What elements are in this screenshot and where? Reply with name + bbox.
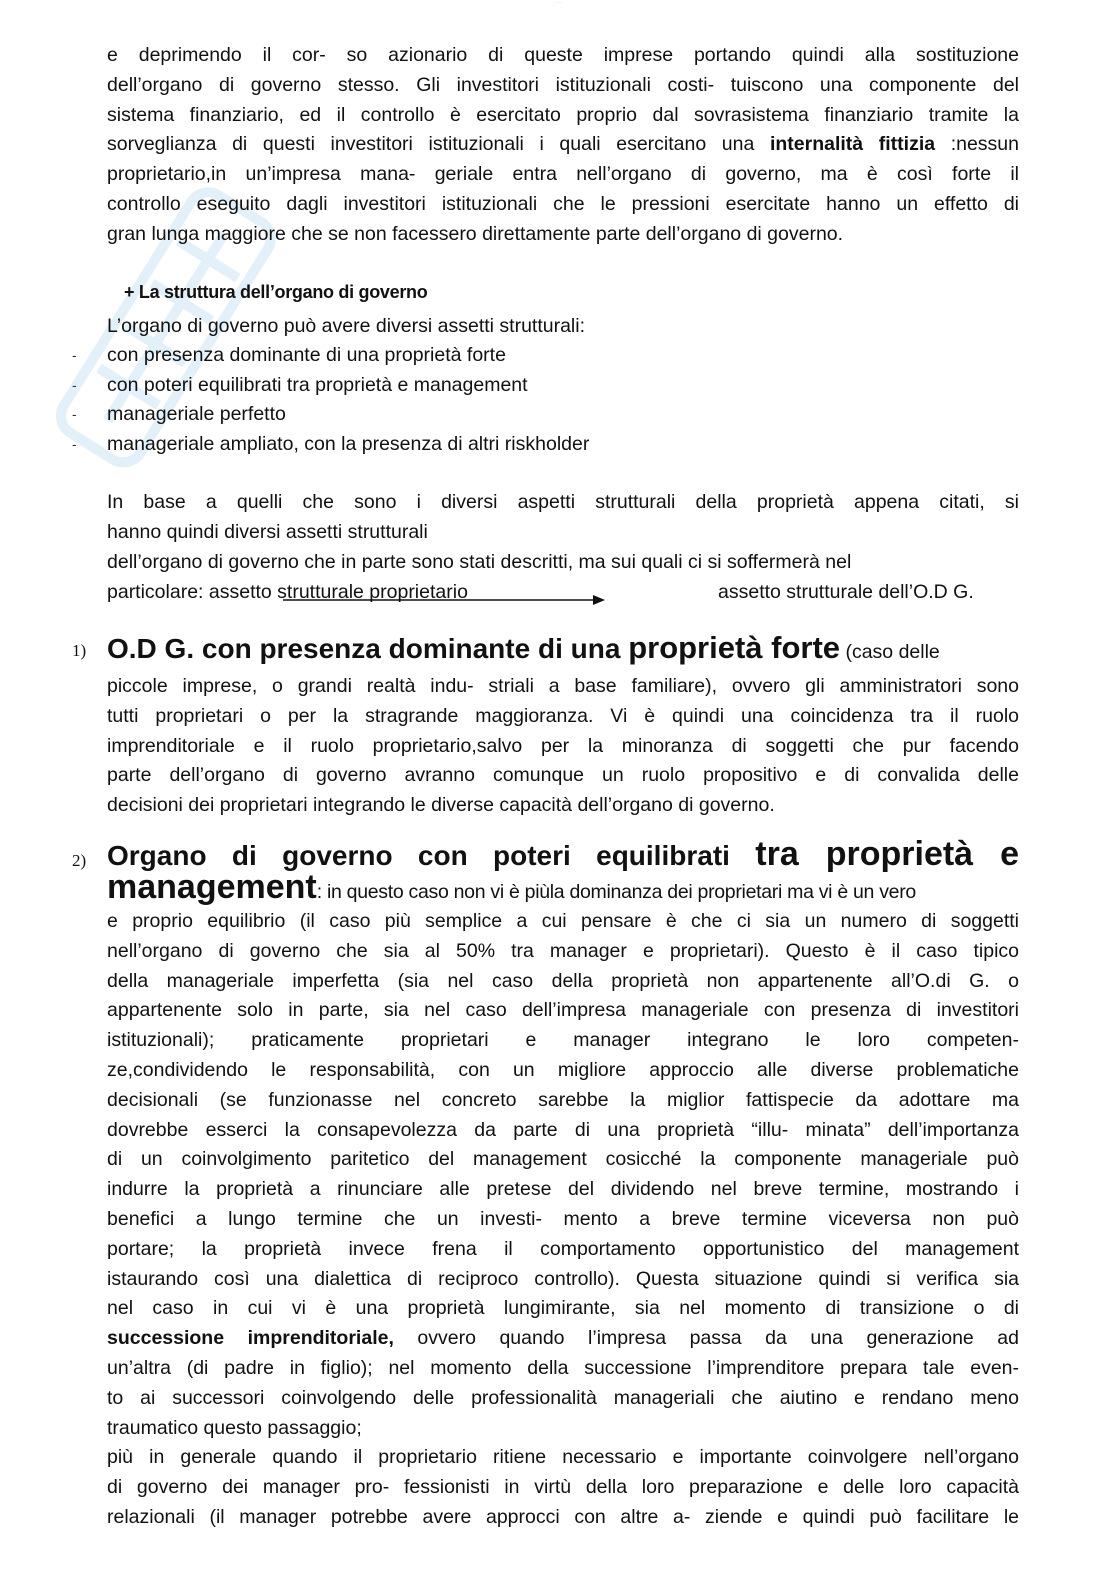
point-number: 1) — [72, 641, 87, 660]
paragraph-in-base — [107, 488, 1019, 577]
text-line: un’altra (di padre in figlio); nel momento della successione l’imprenditore prepara tale even- — [107, 1356, 1019, 1379]
assetto-arrow-row — [107, 577, 1019, 607]
text-line: dell’organo di governo stesso. Gli investitori istituzionali costi- tuiscono una componente del — [107, 73, 1019, 96]
list-item-text: manageriale perfetto — [107, 403, 286, 426]
text-line: proprietario,in un’impresa mana- geriale entra nell’organo di governo, ma è così forte il — [107, 163, 1019, 186]
title-part: tra proprietà e — [755, 835, 1019, 873]
text-line: tutti proprietari o per la stragrande maggioranza. Vi è quindi una coincidenza tra il ruolo — [107, 704, 1019, 727]
text-line: decisioni dei proprietari integrando le diverse capacità dell’organo di governo. — [107, 794, 775, 817]
bold-term-internalita: internalità fittizia — [769, 133, 936, 156]
list-item-text: con presenza dominante di una proprietà forte — [107, 344, 506, 366]
text-line: più in generale quando il proprietario ritiene necessario e importante coinvolgere nell’organo — [107, 1446, 1019, 1469]
assetto-right-label: assetto strutturale dell’O.D G. — [718, 581, 974, 603]
page-header-mark: ········ — [555, 0, 563, 4]
text-line: istaurando così una dialettica di reciproco controllo). Questa situazione quindi si verifica sia — [107, 1267, 1019, 1290]
text-line: appartenente solo in parte, sia nel caso dell’impresa manageriale con presenza di investitori — [107, 999, 1019, 1022]
point2-title-line1 — [107, 835, 1019, 873]
text-line: decisionali (se funzionasse nel concreto sarebbe la miglior fattispecie da adottare ma — [107, 1088, 1019, 1111]
text-line — [107, 130, 1019, 160]
title-part: : in questo caso non vi è piùla dominanza dei proprietari ma vi è un vero — [316, 881, 916, 903]
text-line: indurre la proprietà a rinunciare alle pretese del dividendo nel breve termine, mostrando i — [107, 1178, 1019, 1201]
point1-title — [107, 628, 1019, 672]
bold-term-successione: successione imprenditoriale, — [107, 1327, 394, 1350]
text-line: di governo dei manager pro- fessionisti in virtù della loro preparazione e delle loro capacità — [107, 1476, 1019, 1499]
text-line: sistema finanziario, ed il controllo è esercitato proprio dal sovrasistema finanziario tramite la — [107, 103, 1019, 126]
right-arrow-icon — [283, 593, 605, 607]
text-line: e deprimendo il cor- so azionario di queste imprese portando quindi alla sostituzione — [107, 44, 1019, 66]
text-line: to ai successori coinvolgendo delle professionalità manageriali che aiutino e rendano meno — [107, 1386, 1019, 1409]
text-span: ovvero quando l’impresa passa da una generazione ad — [393, 1327, 1019, 1350]
section-heading: + La struttura dell’organo di governo — [124, 282, 428, 302]
title-part: management — [107, 868, 317, 906]
bullet-dash: - — [72, 406, 77, 423]
text-line: istituzionali); praticamente proprietari e manager integrano le loro competen- — [107, 1029, 1019, 1052]
text-line: controllo eseguito dagli investitori istituzionali che le pressioni esercitate hanno un effetto di — [107, 192, 1019, 215]
assetto-left-label: particolare: assetto strutturale proprietario — [107, 581, 468, 603]
section-intro: L’organo di governo può avere diversi assetti strutturali: — [107, 315, 586, 337]
text-line: benefici a lungo termine che un investi- mento a breve termine viceversa non può — [107, 1207, 1019, 1230]
text-line: dovrebbe esserci la consapevolezza da parte di una proprietà “illu- minata” dell’importanza — [107, 1118, 1019, 1141]
point-number: 2) — [72, 851, 87, 870]
text-line: dell’organo di governo che in parte sono stati descritti, ma sui quali ci si soffermerà nel — [107, 550, 852, 573]
point2-title-line2 — [107, 868, 1019, 907]
title-part: proprietà forte — [628, 630, 841, 665]
list-item-text: manageriale ampliato, con la presenza di altri riskholder — [107, 432, 590, 455]
text-line: imprenditoriale e il ruolo proprietario,salvo per la minoranza di soggetti che pur facendo — [107, 734, 1019, 757]
bullet-dash: - — [72, 376, 77, 393]
text-line: e proprio equilibrio (il caso più semplice a cui pensare è che ci sia un numero di soggetti — [107, 910, 1019, 932]
text-line: hanno quindi diversi assetti strutturali — [107, 520, 428, 543]
title-part: O.D G. con presenza dominante di una — [107, 633, 629, 664]
text-line — [107, 1324, 1019, 1354]
title-part: Organo di governo con poteri equilibrati — [107, 840, 756, 871]
text-line: nell’organo di governo che sia al 50% tra manager e proprietari). Questo è il caso tipico — [107, 939, 1019, 962]
text-line: gran lunga maggiore che se non facessero direttamente parte dell’organo di governo. — [107, 222, 844, 245]
text-line: In base a quelli che sono i diversi aspetti strutturali della proprietà appena citati, si — [107, 491, 1019, 513]
text-line: traumatico questo passaggio; — [107, 1416, 362, 1439]
title-part: (caso delle — [840, 641, 940, 663]
text-span: :nessun — [935, 133, 1020, 156]
bullet-dash: - — [72, 435, 77, 452]
text-line: della manageriale imperfetta (sia nel caso della proprietà non appartenente all’O.di G. o — [107, 969, 1019, 992]
list-item-text: con poteri equilibrati tra proprietà e management — [107, 373, 528, 396]
text-line: piccole imprese, o grandi realtà indu- striali a base familiare), ovvero gli amministratori sono — [107, 675, 1019, 697]
text-line: ze,condividendo le responsabilità, con un migliore approccio alle diverse problematiche — [107, 1058, 1019, 1081]
text-span: sorveglianza di questi investitori istituzionali i quali esercitano una — [107, 133, 770, 156]
text-line: nel caso in cui vi è una proprietà lungimirante, sia nel momento di transizione o di — [107, 1297, 1019, 1320]
paragraph-investors — [107, 41, 1019, 250]
point1-block — [107, 628, 1019, 821]
text-line: portare; la proprietà invece frena il comportamento opportunistico del management — [107, 1237, 1019, 1260]
point2-block — [107, 835, 1019, 1533]
bullet-dash: - — [72, 347, 77, 363]
text-line: di un coinvolgimento paritetico del management cosicché la componente manageriale può — [107, 1148, 1019, 1171]
text-line: relazionali (il manager potrebbe avere approcci con altre a- ziende e quindi può facilitare le — [107, 1505, 1019, 1528]
text-line: parte dell’organo di governo avranno comunque un ruolo propositivo e di convalida delle — [107, 764, 1019, 787]
